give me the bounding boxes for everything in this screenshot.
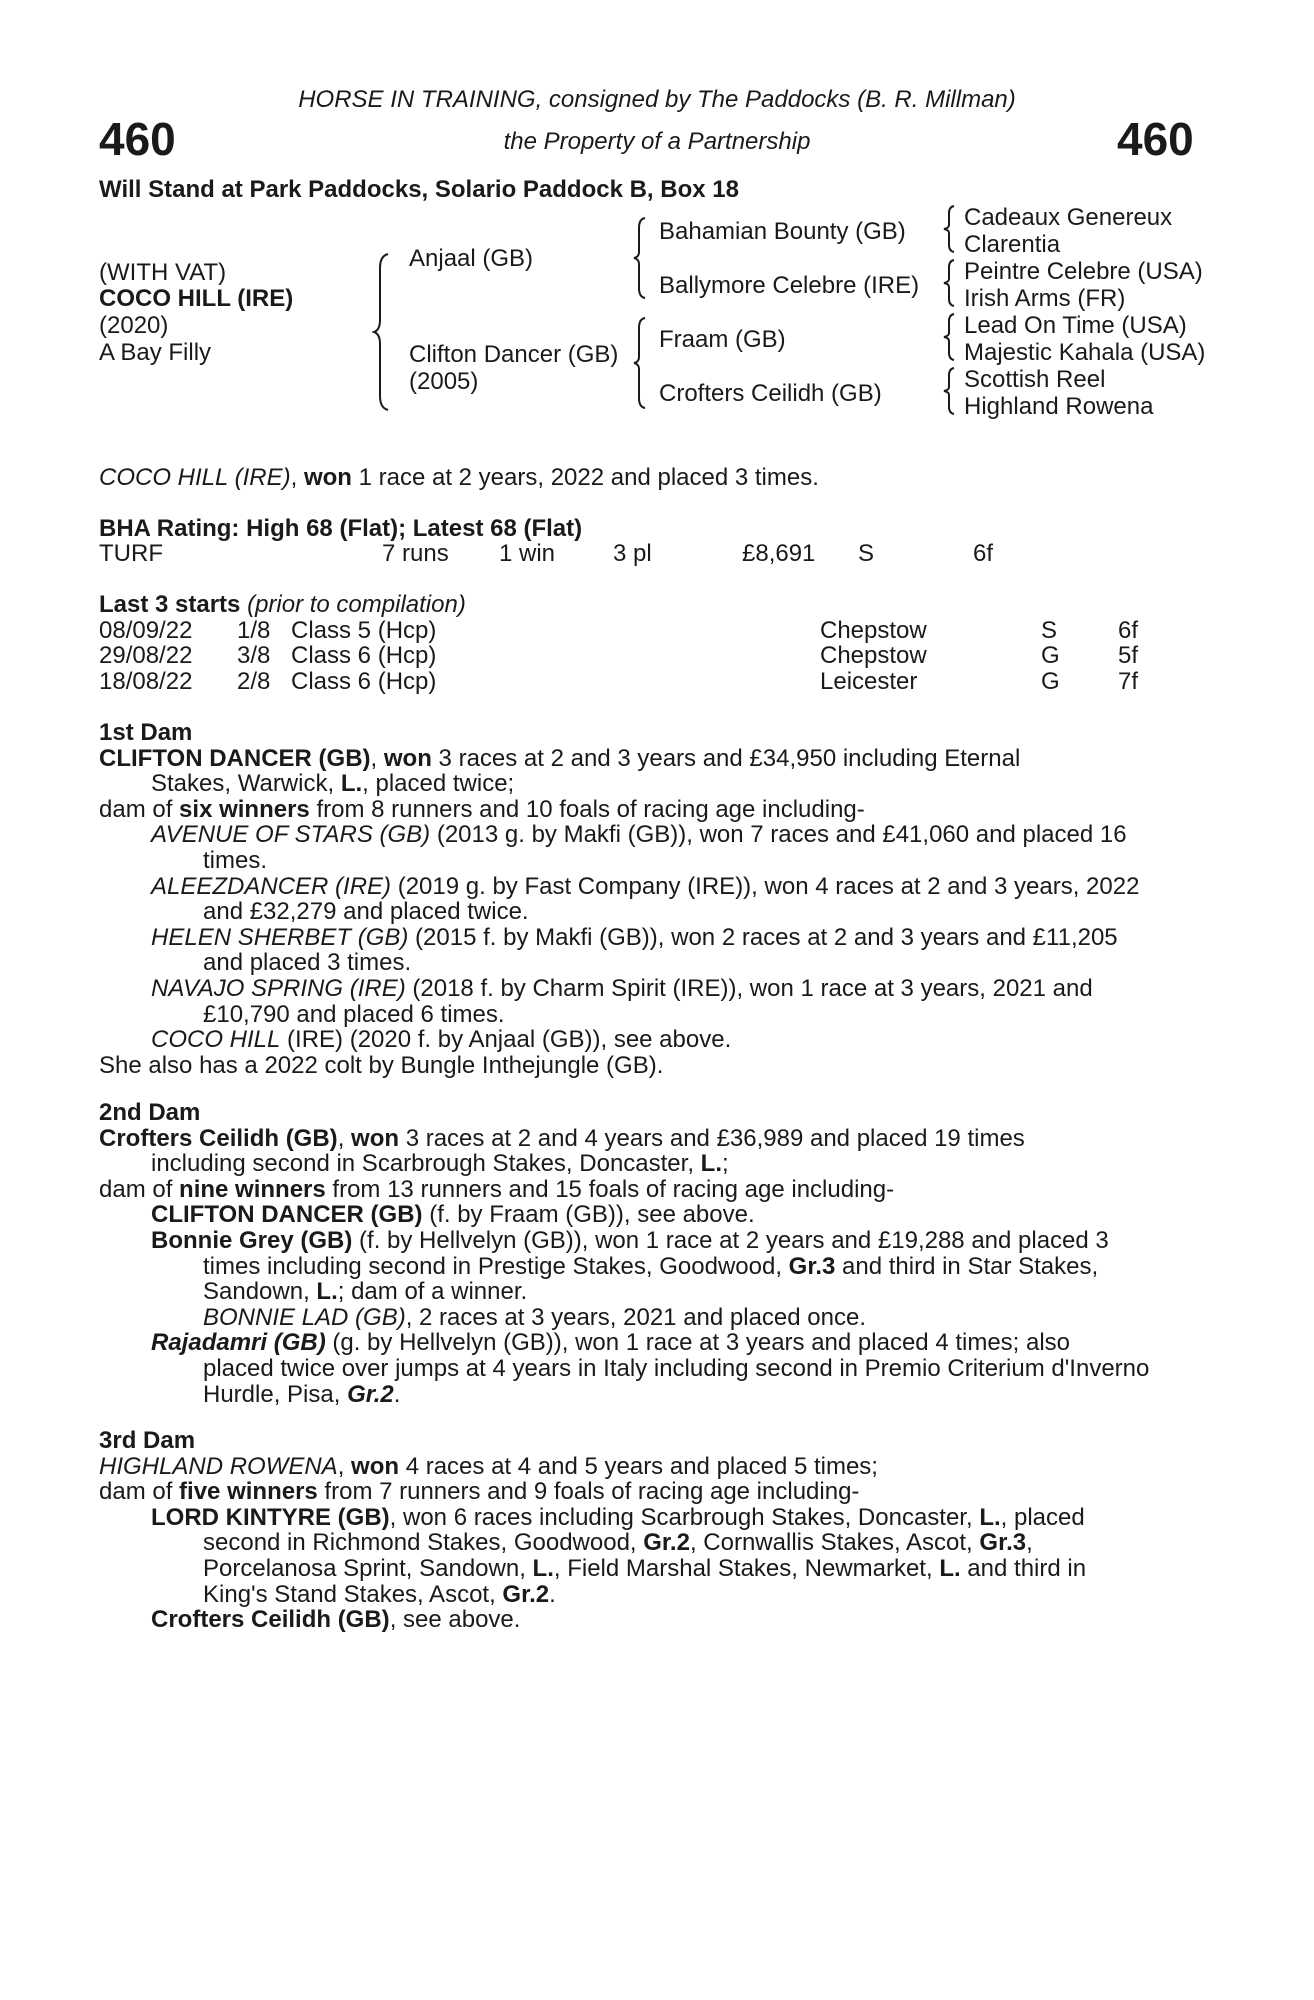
horse-name: COCO HILL (IRE) — [99, 285, 294, 312]
list-item: AVENUE OF STARS (GB) (2013 g. by Makfi (GB)), won 7 races and £41,060 and placed 16 — [151, 821, 1127, 849]
start-distance: 6f — [1118, 617, 1139, 644]
third-dam-name: HIGHLAND ROWENA — [99, 1452, 338, 1480]
third-dam-section: 3rd Dam HIGHLAND ROWENA, won 4 races at 4 and 5 years and placed 5 times; dam of five winners from 7 runners and 9 foals of racing age including- LORD KINTYRE (GB), won 6 races including Scarbrough Stakes, Doncaster, L., placed second in Richmond Stakes, Goodwood, Gr.2, Cornwallis Stakes, Ascot, Gr.3, Porcelanosa Sprint, Sandown, L., Field Marshal Stakes, Newmarket, L. and third in King's Stand Stakes, Ascot, Gr.2. Crofters Ceilidh (GB), see above. — [99, 1428, 1205, 1633]
last-starts-title: Last 3 starts — [99, 591, 241, 618]
pedigree-brace-main — [372, 252, 392, 412]
pedigree-brace-g3 — [942, 312, 956, 362]
summary-won: won — [303, 464, 352, 491]
bha-rating: BHA Rating: High 68 (Flat); Latest 68 (Flat) — [99, 515, 583, 542]
last-starts-heading — [99, 592, 466, 618]
pedigree-sire-dam: Ballymore Celebre (IRE) — [659, 272, 920, 299]
start-distance: 7f — [1118, 668, 1139, 695]
list-item: HELEN SHERBET (GB) (2015 f. by Makfi (GB)), won 2 races at 2 and 3 years and £11,205 — [151, 923, 1118, 951]
start-going: G — [1041, 668, 1060, 695]
start-date: 08/09/22 — [99, 617, 193, 644]
start-date: 29/08/22 — [99, 642, 193, 669]
start-date: 18/08/22 — [99, 668, 193, 695]
start-class: Class 6 (Hcp) — [291, 642, 437, 669]
summary-text: 1 race at 2 years, 2022 and placed 3 times. — [351, 464, 819, 491]
pedigree-g7: Scottish Reel — [964, 366, 1106, 393]
consignor-line: HORSE IN TRAINING, consigned by The Paddocks (B. R. Millman) — [298, 86, 1016, 113]
start-class: Class 5 (Hcp) — [291, 617, 437, 644]
last-starts-note: (prior to compilation) — [247, 591, 466, 618]
pedigree-dam-dam: Crofters Ceilidh (GB) — [659, 380, 882, 407]
list-item: Rajadamri (GB) (g. by Hellvelyn (GB)), won 1 race at 3 years and placed 4 times; also — [151, 1329, 1071, 1357]
first-dam-also: She also has a 2022 colt by Bungle Inthejungle (GB). — [99, 1051, 664, 1079]
pedigree-brace-sire — [632, 216, 648, 300]
pedigree-g6: Majestic Kahala (USA) — [964, 339, 1206, 366]
first-dam-heading: 1st Dam — [99, 719, 193, 746]
pedigree-brace-g1 — [942, 204, 956, 254]
property-line: the Property of a Partnership — [503, 128, 811, 155]
first-dam-produce: dam of six winners from 8 runners and 10 foals of racing age including- — [99, 795, 865, 823]
second-dam-produce: dam of nine winners from 13 runners and 15 foals of racing age including- — [99, 1175, 895, 1203]
pedigree-dam: Clifton Dancer (GB) — [409, 341, 619, 368]
pedigree-brace-g2 — [942, 258, 956, 308]
start-course: Chepstow — [820, 617, 927, 644]
third-dam-produce: dam of five winners from 7 runners and 9 foals of racing age including- — [99, 1478, 860, 1506]
first-dam-section: 1st Dam CLIFTON DANCER (GB), won 3 races at 2 and 3 years and £34,950 including Eternal Stakes, Warwick, L., placed twice; dam of six winners from 8 runners and 10 foals of racing age including- AVENUE OF STARS (GB) (2013 g. by Makfi (GB)), won 7 races and £41,060 and placed 16 times. ALEEZDANCER (IRE) (2019 g. by Fast Company (IRE)), won 4 races at 2 and 3 years, 2022 and £32,279 and placed twice. HELEN SHERBET (GB) (2015 f. by Makfi (GB)), won 2 races at 2 and 3 years and £11,205 and placed 3 times. NAVAJO SPRING (IRE) (2018 f. by Charm Spirit (IRE)), won 1 race at 3 years, 2021 and £10,790 and placed 6 times. COCO HILL (IRE) (2020 f. by Anjaal (GB)), see above. She also has a 2022 colt by Bungle Inthejungle (GB). — [99, 720, 1205, 1078]
list-item: LORD KINTYRE (GB), won 6 races including Scarbrough Stakes, Doncaster, L., placed — [151, 1503, 1085, 1531]
list-item: CLIFTON DANCER (GB) (f. by Fraam (GB)), see above. — [151, 1201, 755, 1229]
vat-note: (WITH VAT) — [99, 259, 227, 286]
list-item: Bonnie Grey (GB) (f. by Hellvelyn (GB)), won 1 race at 2 years and £19,288 and placed 3 — [151, 1226, 1109, 1254]
rating-going: S — [858, 540, 875, 567]
race-summary: COCO HILL (IRE), won 1 race at 2 years, 2022 and placed 3 times. — [99, 464, 819, 491]
list-item: Crofters Ceilidh (GB), see above. — [151, 1606, 521, 1634]
pedigree-dam-year: (2005) — [409, 368, 479, 395]
horse-desc: A Bay Filly — [99, 339, 212, 366]
second-dam-section: 2nd Dam Crofters Ceilidh (GB), won 3 races at 2 and 4 years and £36,989 and placed 19 times including second in Scarbrough Stakes, Doncaster, L.; dam of nine winners from 13 runners and 15 foals of racing age including- CLIFTON DANCER (GB) (f. by Fraam (GB)), see above. Bonnie Grey (GB) (f. by Hellvelyn (GB)), won 1 race at 2 years and £19,288 and placed 3 times including second in Prestige Stakes, Goodwood, Gr.3 and third in Star Stakes, Sandown, L.; dam of a winner. BONNIE LAD (GB), 2 races at 3 years, 2021 and placed once. Rajadamri (GB) (g. by Hellvelyn (GB)), won 1 race at 3 years and placed 4 times; also placed twice over jumps at 4 years in Italy including second in Premio Criterium d'Inverno Hurdle, Pisa, Gr.2. — [99, 1100, 1205, 1407]
pedigree-g3: Peintre Celebre (USA) — [964, 258, 1203, 285]
second-dam-heading: 2nd Dam — [99, 1099, 201, 1126]
list-item: ALEEZDANCER (IRE) (2019 g. by Fast Company (IRE)), won 4 races at 2 and 3 years, 2022 — [151, 872, 1140, 900]
summary-horse-name: COCO HILL (IRE) — [99, 464, 291, 491]
start-going: S — [1041, 617, 1058, 644]
horse-year: (2020) — [99, 312, 169, 339]
list-item: COCO HILL (IRE) (2020 f. by Anjaal (GB)), see above. — [151, 1026, 732, 1054]
lot-number-right: 460 — [1117, 113, 1194, 165]
start-course: Chepstow — [820, 642, 927, 669]
lot-number-left: 460 — [99, 113, 176, 165]
start-class: Class 6 (Hcp) — [291, 668, 437, 695]
first-dam-name: CLIFTON DANCER (GB) — [99, 744, 371, 772]
start-going: G — [1041, 642, 1060, 669]
pedigree-g5: Lead On Time (USA) — [964, 312, 1187, 339]
rating-runs: 7 runs — [382, 540, 449, 567]
start-distance: 5f — [1118, 642, 1139, 669]
pedigree-sire: Anjaal (GB) — [409, 245, 534, 272]
pedigree-g8: Highland Rowena — [964, 393, 1154, 420]
rating-surface: TURF — [99, 540, 163, 567]
location-line: Will Stand at Park Paddocks, Solario Paddock B, Box 18 — [99, 176, 739, 203]
start-course: Leicester — [820, 668, 918, 695]
start-position: 1/8 — [237, 617, 271, 644]
rating-earnings: £8,691 — [742, 540, 816, 567]
third-dam-heading: 3rd Dam — [99, 1427, 196, 1454]
pedigree-dam-sire: Fraam (GB) — [659, 326, 786, 353]
pedigree-brace-dam — [632, 316, 648, 410]
second-dam-name: Crofters Ceilidh (GB) — [99, 1124, 338, 1152]
start-position: 3/8 — [237, 642, 271, 669]
rating-placed: 3 pl — [613, 540, 652, 567]
list-item: NAVAJO SPRING (IRE) (2018 f. by Charm Spirit (IRE)), won 1 race at 3 years, 2021 and — [151, 974, 1093, 1002]
pedigree-brace-g4 — [942, 366, 956, 416]
start-position: 2/8 — [237, 668, 271, 695]
pedigree-g1: Cadeaux Genereux — [964, 204, 1173, 231]
rating-distance: 6f — [973, 540, 994, 567]
pedigree-g4: Irish Arms (FR) — [964, 285, 1126, 312]
rating-wins: 1 win — [499, 540, 556, 567]
pedigree-sire-sire: Bahamian Bounty (GB) — [659, 218, 906, 245]
pedigree-g2: Clarentia — [964, 231, 1061, 258]
